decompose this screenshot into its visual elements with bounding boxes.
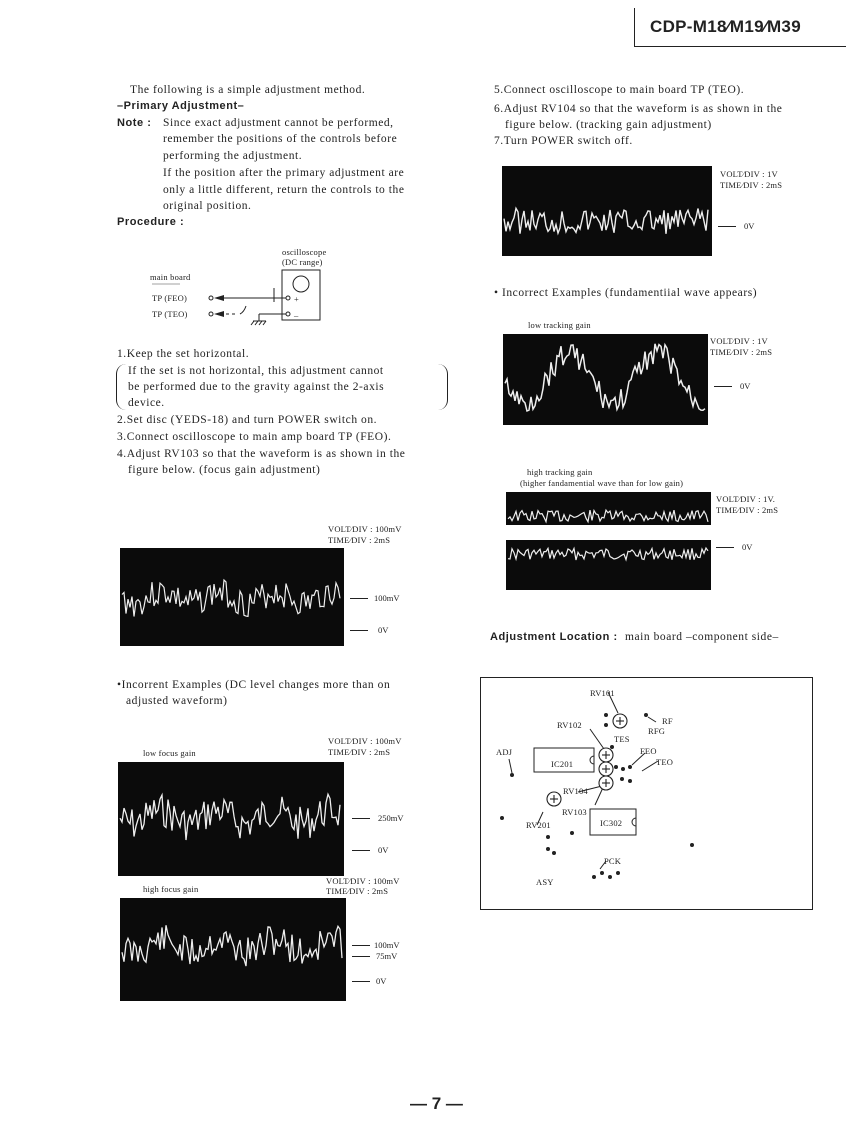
rfg-label: RFG — [648, 726, 666, 736]
connection-diagram — [140, 262, 340, 332]
rv104-label: RV104 — [563, 786, 588, 796]
volt-div-label: VOLT∕DIV : 1V. — [716, 494, 776, 504]
ic201-notch — [590, 756, 594, 764]
pck-label: PCK — [604, 856, 622, 866]
incorrect-focus-text: adjusted waveform) — [126, 695, 228, 707]
rv101-label: RV101 — [590, 688, 615, 698]
test-point — [628, 779, 632, 783]
waveform-trace — [122, 925, 342, 966]
test-point — [546, 847, 550, 851]
dc-range-label: (DC range) — [282, 257, 323, 267]
leader-rv101 — [608, 692, 618, 713]
level-label: 75mV — [376, 951, 398, 961]
scope-plus-terminal — [286, 296, 290, 300]
oscilloscope-screen — [293, 276, 309, 292]
test-point — [610, 745, 614, 749]
scope-minus-terminal — [286, 312, 290, 316]
step-1-note: device. — [128, 397, 165, 409]
test-point — [510, 773, 514, 777]
level-label: 0V — [378, 625, 389, 635]
waveform-trace — [508, 548, 708, 560]
level-tick — [716, 547, 734, 548]
asy-label: ASY — [536, 877, 554, 887]
paren-left — [116, 364, 127, 410]
level-label: 0V — [742, 542, 753, 552]
level-tick — [352, 818, 370, 819]
test-point — [600, 871, 604, 875]
ic302-label: IC302 — [600, 818, 623, 828]
note-label: Note : — [117, 117, 152, 129]
tp-feo-label: TP (FEO) — [152, 293, 188, 303]
adjustment-location-label: Adjustment Location : — [490, 631, 618, 643]
test-point — [500, 816, 504, 820]
step-4-cont: figure below. (focus gain adjustment) — [128, 464, 321, 476]
test-point — [592, 875, 596, 879]
procedure-heading: Procedure : — [117, 216, 185, 228]
level-label: 0V — [378, 845, 389, 855]
header-rule-horizontal — [634, 46, 846, 47]
level-label: 100mV — [374, 940, 400, 950]
level-tick — [718, 226, 736, 227]
note-line: Since exact adjustment cannot be performed, — [163, 117, 394, 129]
terminal-teo — [209, 312, 213, 316]
teo-label: TEO — [656, 757, 674, 767]
probe-feo — [214, 295, 224, 301]
model-title: CDP-M18∕M19∕M39 — [650, 17, 801, 36]
leader-pck — [600, 861, 606, 869]
low-tracking-gain-label: low tracking gain — [528, 320, 591, 330]
high-focus-waveform-display — [120, 898, 346, 1001]
time-div-label: TIME∕DIV : 2mS — [328, 535, 391, 545]
probe-teo — [214, 311, 224, 317]
volt-div-label: VOLT∕DIV : 1V — [720, 169, 778, 179]
test-point — [614, 765, 618, 769]
leader-adj — [509, 759, 512, 773]
test-point — [620, 777, 624, 781]
rv103-label: RV103 — [562, 807, 587, 817]
waveform-trace — [508, 510, 708, 522]
step-3: 3.Connect oscilloscope to main amp board TP (FEO). — [117, 431, 392, 443]
test-point — [628, 765, 632, 769]
level-label: 0V — [740, 381, 751, 391]
wire-teo-curve — [240, 306, 246, 314]
step-7: 7.Turn POWER switch off. — [494, 135, 633, 147]
main-board-label: main board — [150, 272, 191, 282]
header-rule-vertical — [634, 8, 635, 46]
time-div-label: TIME∕DIV : 2mS — [720, 180, 783, 190]
page-number: — 7 — — [410, 1094, 463, 1113]
time-div-label: TIME∕DIV : 2mS — [326, 886, 389, 896]
board-layout-drawing — [480, 677, 813, 910]
primary-adjustment-heading: –Primary Adjustment– — [117, 100, 245, 112]
feo-label: FEO — [640, 746, 657, 756]
level-tick — [352, 981, 370, 982]
scope-gap — [506, 525, 711, 540]
rf-label: RF — [662, 716, 673, 726]
incorrect-focus-text: •Incorrent Examples (DC level changes more than on — [117, 679, 391, 691]
oscilloscope-label: oscilloscope — [282, 247, 327, 257]
plus-sign: + — [294, 294, 299, 304]
test-point — [644, 713, 648, 717]
step-4: 4.Adjust RV103 so that the waveform is as shown in the — [117, 448, 406, 460]
low-focus-waveform-display — [118, 762, 344, 876]
time-div-label: TIME∕DIV : 2mS — [328, 747, 391, 757]
note-line: performing the adjustment. — [163, 150, 303, 162]
minus-sign: – — [294, 310, 299, 320]
leader-teo — [642, 761, 658, 771]
high-tracking-sublabel: (higher fandamential wave than for low gain) — [520, 478, 684, 488]
leader-rv102 — [590, 729, 604, 749]
note-line: only a little different, return the controls to the — [163, 184, 405, 196]
rv201-label: RV201 — [526, 820, 551, 830]
waveform-trace — [505, 344, 705, 411]
tes-label: TES — [614, 734, 630, 744]
low-focus-gain-label: low focus gain — [143, 748, 196, 758]
step-6-cont: figure below. (tracking gain adjustment) — [505, 119, 712, 131]
note-line: original position. — [163, 200, 252, 212]
level-tick — [350, 598, 368, 599]
leader-rv201 — [537, 812, 543, 825]
leader-rf — [648, 717, 656, 722]
step-2: 2.Set disc (YEDS-18) and turn POWER switch on. — [117, 414, 378, 426]
high-tracking-waveform-display — [506, 492, 711, 590]
low-tracking-waveform-display — [503, 334, 708, 425]
level-label: 0V — [376, 976, 387, 986]
leader-feo — [632, 753, 645, 765]
adj-label: ADJ — [496, 747, 513, 757]
ic201-label: IC201 — [551, 759, 574, 769]
tracking-waveform-display — [502, 166, 712, 256]
test-point — [621, 767, 625, 771]
focus-waveform-display — [120, 548, 344, 646]
test-point — [552, 851, 556, 855]
time-div-label: TIME∕DIV : 2mS — [710, 347, 773, 357]
volt-div-label: VOLT∕DIV : 100mV — [328, 736, 402, 746]
step-5: 5.Connect oscilloscope to main board TP (TEO). — [494, 84, 745, 96]
test-point — [690, 843, 694, 847]
tp-teo-label: TP (TEO) — [152, 309, 188, 319]
level-label: 100mV — [374, 593, 400, 603]
step-6: 6.Adjust RV104 so that the waveform is as shown in the — [494, 103, 783, 115]
level-tick — [352, 945, 370, 946]
ic201-outline — [534, 748, 594, 772]
test-point — [570, 831, 574, 835]
waveform-trace — [122, 580, 340, 617]
level-tick — [714, 386, 732, 387]
incorrect-tracking-heading: • Incorrect Examples (fundamentiial wave appears) — [494, 287, 758, 299]
ic302-outline — [590, 809, 636, 835]
time-div-label: TIME∕DIV : 2mS — [716, 505, 779, 515]
volt-div-label: VOLT∕DIV : 100mV — [326, 876, 400, 886]
intro-text: The following is a simple adjustment method. — [130, 84, 366, 96]
test-point — [604, 723, 608, 727]
volt-div-label: VOLT∕DIV : 1V — [710, 336, 768, 346]
test-point — [616, 871, 620, 875]
level-label: 0V — [744, 221, 755, 231]
terminal-feo — [209, 296, 213, 300]
note-line: remember the positions of the controls before — [163, 133, 398, 145]
test-point — [608, 875, 612, 879]
volt-div-label: VOLT∕DIV : 100mV — [328, 524, 402, 534]
note-line: If the position after the primary adjustment are — [163, 167, 405, 179]
test-point — [604, 713, 608, 717]
step-1: 1.Keep the set horizontal. — [117, 348, 250, 360]
step-1-note: be performed due to the gravity against the 2-axis — [128, 381, 385, 393]
test-point — [546, 835, 550, 839]
high-tracking-gain-label: high tracking gain — [527, 467, 593, 477]
waveform-trace — [120, 794, 340, 840]
rv102-label: RV102 — [557, 720, 582, 730]
ic302-notch — [632, 818, 636, 826]
paren-right — [437, 364, 448, 410]
high-focus-gain-label: high focus gain — [143, 884, 199, 894]
waveform-trace — [504, 208, 708, 234]
level-tick — [352, 956, 370, 957]
adjustment-location-text: main board –component side– — [625, 631, 779, 643]
level-tick — [352, 850, 370, 851]
level-tick — [350, 630, 368, 631]
level-label: 250mV — [378, 813, 404, 823]
step-1-note: If the set is not horizontal, this adjustment cannot — [128, 365, 384, 377]
